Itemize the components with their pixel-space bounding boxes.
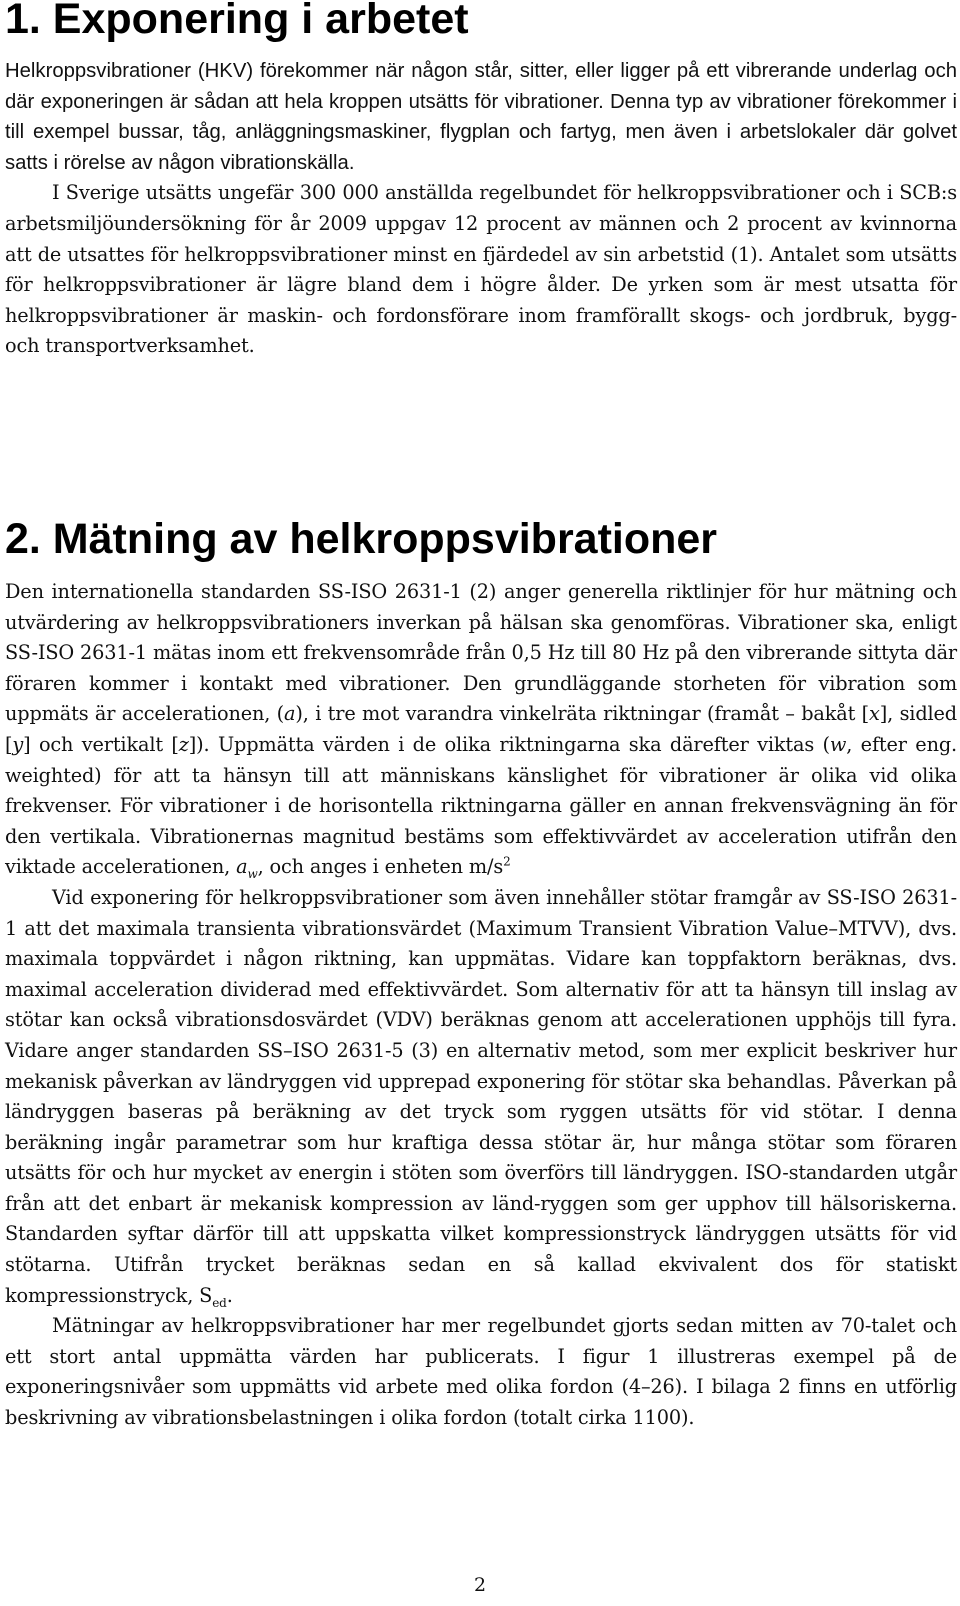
text-run: ), i tre mot varandra vinkelräta riktningar (framåt – bakåt [ — [295, 702, 870, 726]
section-measurement-body — [5, 577, 957, 1434]
text-run: . — [226, 1283, 233, 1307]
symbol-aw — [236, 855, 258, 882]
paragraph-hkv-definition — [5, 56, 957, 178]
unit-superscript: 2 — [503, 854, 511, 869]
text-run: , efter eng. weighted) för att ta hänsyn till att människans känslighet för vibrationer är olika vid olika frekvenser. För vibrationer i de horisontella riktningarna gäller en annan frekvensvägning än för den vertikala. Vibrationernas magnitud bestäms som effektivvärdet av acceleration utifrån den viktade accelerationen, — [5, 732, 958, 879]
symbol-z: z — [178, 732, 189, 756]
text-run: ] och vertikalt [ — [23, 732, 179, 756]
symbol-aw-subscript: w — [247, 867, 258, 882]
symbol-sed-subscript: ed — [212, 1295, 227, 1310]
text-run: ]). Uppmätta värden i de olika riktningarna ska därefter viktas ( — [188, 732, 830, 756]
symbol-aw-base: a — [236, 855, 248, 879]
paragraph-measurements-history: Mätningar av helkroppsvibrationer har mer regelbundet gjorts sedan mitten av 70-talet och ett stort antal uppmätta värden har publicerats. I figur 1 illustreras exempel på de exponeringsnivåer som uppmätts vid arbete med olika fordon (4–26). I bilaga 2 finns en utförlig beskrivning av vibrationsbelastningen i olika fordon (totalt cirka 1100). — [5, 1314, 957, 1430]
symbol-y: y — [12, 732, 24, 756]
text-run: Den internationella standarden SS-ISO 2631-1 (2) anger generella riktlinjer för hur mätning och utvärdering av helkroppsvibrationers inverkan på hälsan ska genomföras. Vibrationer ska, enligt SS-ISO 2631-1 mätas inom ett frekvensområde från 0,5 Hz till 80 Hz på den vibrerande sittyta där föraren kommer i kontakt med vibrationer. Den grundläggande storheten för vibration som uppmäts är accelerationen, ( — [5, 580, 957, 726]
symbol-w: w — [829, 732, 847, 756]
text-run: , och anges i enheten m/s — [257, 855, 504, 879]
section-exposure-body — [5, 56, 957, 362]
symbol-x: x — [869, 702, 880, 726]
paragraph-sweden-statistics: I Sverige utsätts ungefär 300 000 anställda regelbundet för helkroppsvibrationer och i SCB:s arbetsmiljöundersökning för år 2009 uppgav 12 procent av männen och 2 procent av kvinnorna att de utsattes för helkroppsvibrationer minst en fjärdedel av sin arbetstid (1). Antalet som utsätts för helkroppsvibrationer är lägre bland dem i högre ålder. De yrken som är mest utsatta för helkroppsvibrationer är maskin- och fordonsförare inom framförallt skogs- och jordbruk, bygg- och transportverksamhet. — [5, 181, 957, 358]
text-run: ], sidled [ — [5, 702, 957, 756]
section-heading-measurement: 2. Mätning av helkroppsvibrationer — [5, 515, 718, 563]
symbol-acceleration: a — [284, 702, 296, 726]
paragraph-shocks-mtvv — [5, 883, 957, 1311]
section-heading-exposure: 1. Exponering i arbetet — [5, 0, 469, 43]
page-number: 2 — [473, 1574, 487, 1596]
text-run: Vid exponering för helkroppsvibrationer som även innehåller stötar framgår av SS-ISO 2631-1 att det maximala transienta vibrationsvärdet (Maximum Transient Vibration Value–MTVV), dvs. maximala toppvärdet i någon riktning, kan uppmätas. Vidare kan toppfaktorn beräknas, dvs. maximal acceleration dividerad med effektivvärdet. Som alternativ för att ta hänsyn till inslag av stötar kan också vibrationsdosvärdet (VDV) beräknas genom att accelerationen upphöjs till fyra. Vidare anger standarden SS–ISO 2631-5 (3) en alternativ metod, som mer explicit beskriver hur mekanisk påverkan av ländryggen vid upprepad exponering för stötar ska behandlas. Påverkan på ländryggen baseras på beräkning av det tryck som ryggen utsätts för vid stötar. I denna beräkning ingår parametrar som hur kraftiga dessa stötar är, hur många stötar som föraren utsätts för och hur mycket av energin i stöten som överförs till ländryggen. ISO-standarden utgår från att det enbart är mekanisk kompression av länd-ryggen som ger upphov till hälsoriskerna. Standarden syftar därför till att uppskatta vilket kompressionstryck ländryggen utsätts för vid stötarna. Utifrån trycket beräknas sedan en så kallad ekvivalent dos för statiskt kompressionstryck, S — [5, 885, 957, 1307]
paragraph-text: Helkroppsvibrationer (HKV) förekommer när någon står, sitter, eller ligger på ett vibrerande underlag och där exponeringen är sådan att hela kroppen utsätts för vibrationer. Denna typ av vibrationer förekommer i till exempel bussar, tåg, anläggningsmaskiner, flygplan och fartyg, men även i arbetslokaler där golvet satts i rörelse av någon vibrationskälla. — [5, 60, 957, 174]
paragraph-iso-standard — [5, 577, 957, 883]
